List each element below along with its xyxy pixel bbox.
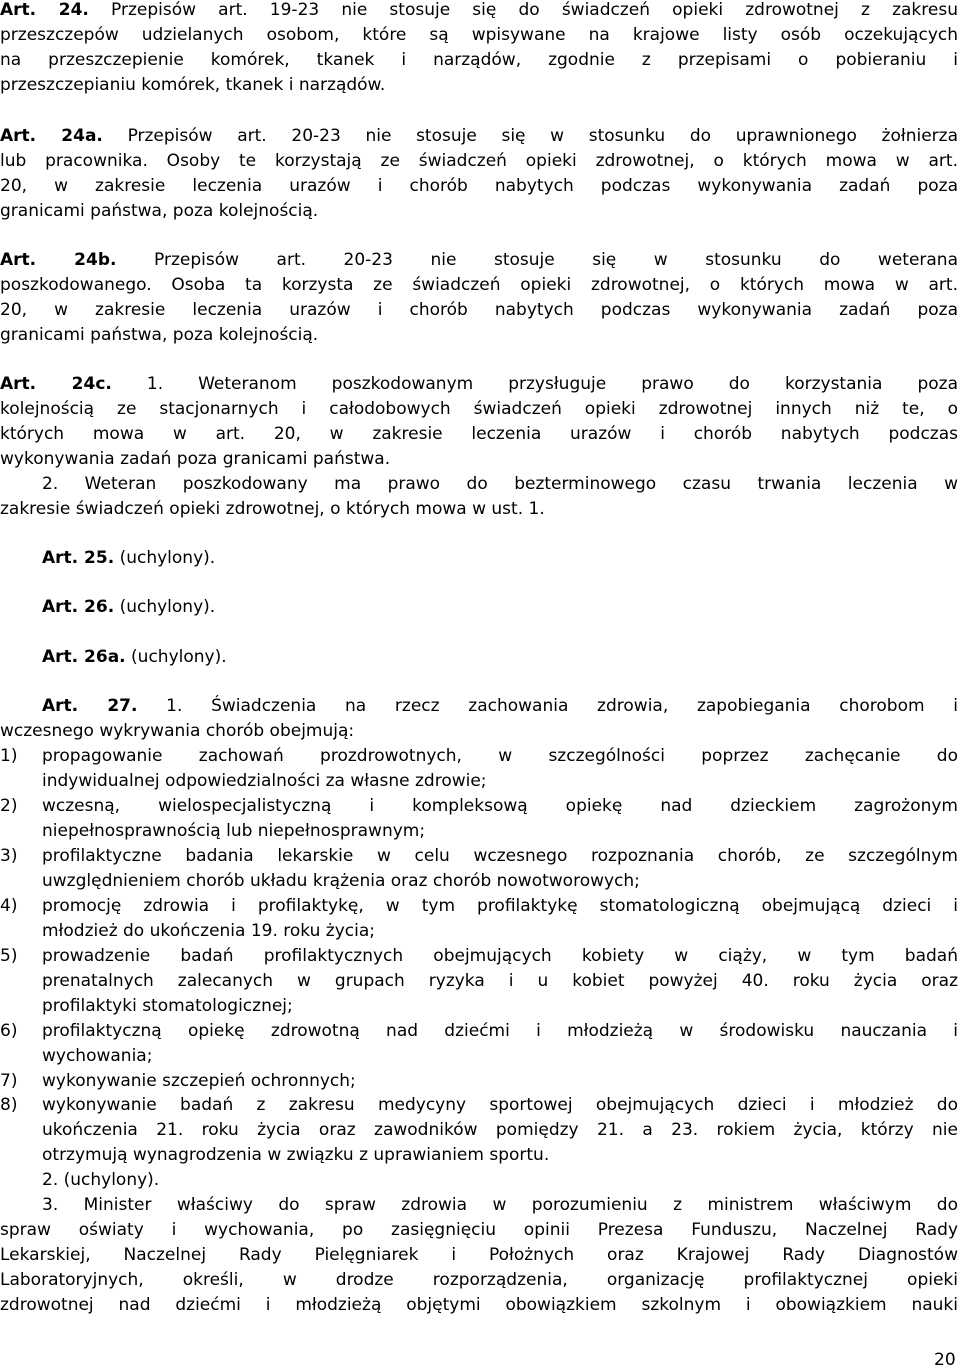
list-item-5-number: 5) <box>0 946 18 966</box>
art27-ust2: 2. (uchylony). <box>42 1170 160 1190</box>
art25-heading: Art. 25. <box>42 548 115 568</box>
art24a-text: Przepisów art. 20-23 nie stosuje się w stosunku do uprawnionego żołnierza <box>102 126 958 146</box>
list-item-1-number: 1) <box>0 746 18 766</box>
art24b-heading: Art. 24b. <box>0 250 117 270</box>
art24a-heading: Art. 24a. <box>0 126 103 146</box>
art24a-line-1 <box>0 124 958 149</box>
list-item-4-number: 4) <box>0 896 18 916</box>
art27-ust3-line-5: zdrowotnej nad dziećmi i młodzieżą objętymi obowiązkiem szkolnym i obowiązkiem nauki <box>0 1295 958 1315</box>
art27-ust3-line-2: spraw oświaty i wychowania, po zasięgnięciu opinii Prezesa Funduszu, Naczelnej Rady <box>0 1220 958 1240</box>
art26a-line <box>42 645 960 670</box>
art24c-heading: Art. 24c. <box>0 374 112 394</box>
art26-heading: Art. 26. <box>42 597 115 617</box>
art25-line <box>42 546 960 571</box>
art24c-ust2-line-2: zakresie świadczeń opieki zdrowotnej, o których mowa w ust. 1. <box>0 499 545 519</box>
list-item-8-line-1: wykonywanie badań z zakresu medycyny sportowej obejmujących dzieci i młodzież do <box>42 1095 958 1115</box>
list-item-5-line-1: prowadzenie badań profilaktycznych obejmujących kobiety w ciąży, w tym badań <box>42 946 958 966</box>
art27-ust3-line-4: Laboratoryjnych, określi, w drodze rozporządzenia, organizację profilaktycznej opieki <box>0 1270 958 1290</box>
art24c-ust2-line-1: 2. Weteran poszkodowany ma prawo do bezterminowego czasu trwania leczenia w <box>42 474 958 494</box>
list-item-1-line-2: indywidualnej odpowiedzialności za własne zdrowie; <box>42 771 487 791</box>
art24-text: Przepisów art. 19-23 nie stosuje się do świadczeń opieki zdrowotnej z zakresu <box>88 0 958 20</box>
list-item-1-line-1: propagowanie zachowań prozdrowotnych, w szczególności poprzez zachęcanie do <box>42 746 958 766</box>
list-item-3-line-2: uwzględnieniem chorób układu krążenia oraz chorób nowotworowych; <box>42 871 640 891</box>
list-item-2-number: 2) <box>0 796 18 816</box>
art24a-line-3: 20, w zakresie leczenia urazów i chorób nabytych podczas wykonywania zadań poza <box>0 176 958 196</box>
list-item-7-number: 7) <box>0 1071 18 1091</box>
list-item-6-number: 6) <box>0 1021 18 1041</box>
art24c-line-3: których mowa w art. 20, w zakresie leczenia urazów i chorób nabytych podczas <box>0 424 958 444</box>
page-number: 20 <box>934 1350 956 1370</box>
art26-text: (uchylony). <box>114 597 216 617</box>
art24-heading: Art. 24. <box>0 0 89 20</box>
art24b-line-4: granicami państwa, poza kolejnością. <box>0 325 319 345</box>
art27-ust3-line-3: Lekarskiej, Naczelnej Rady Pielęgniarek i Położnych oraz Krajowej Rady Diagnostów <box>0 1245 958 1265</box>
art27-line-2: wczesnego wykrywania chorób obejmują: <box>0 721 355 741</box>
list-item-7-line-1: wykonywanie szczepień ochronnych; <box>42 1071 356 1091</box>
art24a-line-4: granicami państwa, poza kolejnością. <box>0 201 319 221</box>
list-item-5-line-3: profilaktyki stomatologicznej; <box>42 996 293 1016</box>
art24c-line-2: kolejnością ze stacjonarnych i całodobowych świadczeń opieki zdrowotnej innych niż te, o <box>0 399 958 419</box>
art24b-line-2: poszkodowanego. Osoba ta korzysta ze świadczeń opieki zdrowotnej, o których mowa w art. <box>0 275 958 295</box>
art27-heading: Art. 27. <box>42 696 138 716</box>
art24b-line-1 <box>0 248 958 273</box>
art25-text: (uchylony). <box>114 548 216 568</box>
art24c-line-4: wykonywania zadań poza granicami państwa. <box>0 449 391 469</box>
art24c-text: 1. Weteranom poszkodowanym przysługuje prawo do korzystania poza <box>111 374 958 394</box>
art24a-line-2: lub pracownika. Osoby te korzystają ze świadczeń opieki zdrowotnej, o których mowa w art. <box>0 151 958 171</box>
art27-text: 1. Świadczenia na rzecz zachowania zdrowia, zapobiegania chorobom i <box>137 696 958 716</box>
art24-line-2: przeszczepów udzielanych osobom, które są wpisywane na krajowe listy osób oczekujących <box>0 25 958 45</box>
art24c-line-1 <box>0 372 958 397</box>
list-item-2-line-1: wczesną, wielospecjalistyczną i kompleksową opiekę nad dzieckiem zagrożonym <box>42 796 958 816</box>
art24b-line-3: 20, w zakresie leczenia urazów i chorób nabytych podczas wykonywania zadań poza <box>0 300 958 320</box>
list-item-3-number: 3) <box>0 846 18 866</box>
list-item-8-line-2: ukończenia 21. roku życia oraz zawodników pomiędzy 21. a 23. rokiem życia, którzy nie <box>42 1120 958 1140</box>
list-item-3-line-1: profilaktyczne badania lekarskie w celu wczesnego rozpoznania chorób, ze szczególnym <box>42 846 958 866</box>
list-item-2-line-2: niepełnosprawnością lub niepełnosprawnym; <box>42 821 426 841</box>
list-item-8-number: 8) <box>0 1095 18 1115</box>
art26a-text: (uchylony). <box>125 647 227 667</box>
list-item-4-line-2: młodzież do ukończenia 19. roku życia; <box>42 921 376 941</box>
list-item-4-line-1: promocję zdrowia i profilaktykę, w tym profilaktykę stomatologiczną obejmującą dzieci i <box>42 896 958 916</box>
art24-line-4: przeszczepianiu komórek, tkanek i narządów. <box>0 75 386 95</box>
art27-line-1 <box>42 694 958 719</box>
art26a-heading: Art. 26a. <box>42 647 126 667</box>
art24-line-3: na przeszczepienie komórek, tkanek i narządów, zgodnie z przepisami o pobieraniu i <box>0 50 958 70</box>
list-item-8-line-3: otrzymują wynagrodzenia w związku z uprawianiem sportu. <box>42 1145 550 1165</box>
art26-line <box>42 595 960 620</box>
art24-line-1 <box>0 0 958 23</box>
list-item-6-line-1: profilaktyczną opiekę zdrowotną nad dziećmi i młodzieżą w środowisku nauczania i <box>42 1021 958 1041</box>
list-item-6-line-2: wychowania; <box>42 1046 153 1066</box>
list-item-5-line-2: prenatalnych zalecanych w grupach ryzyka i u kobiet powyżej 40. roku życia oraz <box>42 971 958 991</box>
art27-ust3-line-1: 3. Minister właściwy do spraw zdrowia w porozumieniu z ministrem właściwym do <box>42 1195 958 1215</box>
art24b-text: Przepisów art. 20-23 nie stosuje się w stosunku do weterana <box>116 250 958 270</box>
